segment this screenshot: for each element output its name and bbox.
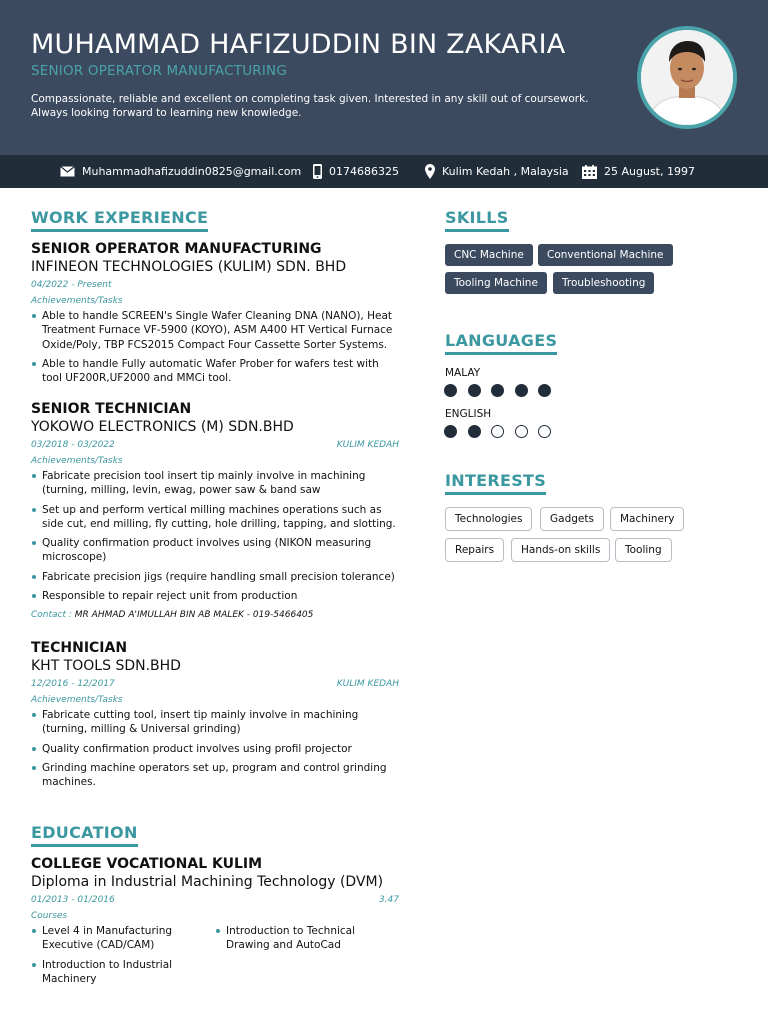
job-company: KHT TOOLS SDN.BHD xyxy=(31,658,181,674)
level-dot-filled xyxy=(468,425,481,438)
skill-chip: Troubleshooting xyxy=(553,272,654,294)
job-location: KULIM KEDAH xyxy=(336,440,399,450)
level-dot-filled xyxy=(515,384,528,397)
task-item: Grinding machine operators set up, program and control grinding machines. xyxy=(31,761,399,790)
tasks-label: Achievements/Tasks xyxy=(31,296,123,306)
level-dot-empty xyxy=(491,425,504,438)
work-experience-heading: WORK EXPERIENCE xyxy=(31,208,208,232)
job-company: INFINEON TECHNOLOGIES (KULIM) SDN. BHD xyxy=(31,259,347,275)
language-name: MALAY xyxy=(445,367,481,379)
summary-text: Compassionate, reliable and excellent on completing task given. Interested in any skill out of coursework. Always looking forward to learning new knowledge. xyxy=(31,93,589,119)
contact-location xyxy=(425,155,569,188)
course-list xyxy=(31,924,399,991)
interest-chip: Gadgets xyxy=(540,507,604,531)
job-location: KULIM KEDAH xyxy=(336,679,399,689)
task-list xyxy=(31,708,399,789)
skills-heading: SKILLS xyxy=(445,208,509,232)
tasks-label: Achievements/Tasks xyxy=(31,695,123,705)
job-entry xyxy=(31,639,399,794)
task-list xyxy=(31,309,399,385)
job-entry xyxy=(31,240,399,390)
person-icon xyxy=(641,30,733,125)
candidate-name: MUHAMMAD HAFIZUDDIN BIN ZAKARIA xyxy=(31,29,566,60)
course-column xyxy=(31,924,215,991)
job-dates: 12/2016 - 12/2017 xyxy=(31,679,115,689)
resume-header xyxy=(0,0,768,155)
education-gpa: 3.47 xyxy=(378,895,399,905)
job-company: YOKOWO ELECTRONICS (M) SDN.BHD xyxy=(31,419,294,435)
school-name: COLLEGE VOCATIONAL KULIM xyxy=(31,856,263,872)
task-item: Fabricate precision jigs (require handling small precision tolerance) xyxy=(31,570,399,584)
level-dot-empty xyxy=(538,425,551,438)
course-item: Introduction to Technical Drawing and AutoCad xyxy=(215,924,399,953)
interest-chip: Tooling xyxy=(615,538,672,562)
reference-value: MR AHMAD A'IMULLAH BIN AB MALEK - 019-5466405 xyxy=(74,610,314,621)
course-item: Level 4 in Manufacturing Executive (CAD/CAM) xyxy=(31,924,215,953)
course-item: Introduction to Industrial Machinery xyxy=(31,958,215,987)
calendar-icon xyxy=(582,165,597,179)
level-dot-empty xyxy=(515,425,528,438)
job-position: SENIOR OPERATOR MANUFACTURING xyxy=(31,241,322,257)
contact-birthdate xyxy=(582,155,695,188)
contact-email[interactable] xyxy=(60,155,301,188)
skill-chip: Tooling Machine xyxy=(445,272,547,294)
task-item: Fabricate cutting tool, insert tip mainly involve in machining (turning, milling & Universal grinding) xyxy=(31,708,399,737)
tasks-label: Achievements/Tasks xyxy=(31,456,123,466)
email-text: Muhammadhafizuddin0825@gmail.com xyxy=(82,165,302,178)
interest-chip: Technologies xyxy=(445,507,532,531)
languages-heading: LANGUAGES xyxy=(445,331,557,355)
job-entry xyxy=(31,400,399,622)
location-text: Kulim Kedah , Malaysia xyxy=(442,165,569,178)
interest-chip: Hands-on skills xyxy=(511,538,610,562)
contact-bar xyxy=(0,155,768,188)
interest-chip: Machinery xyxy=(610,507,684,531)
task-item: Responsible to repair reject unit from production xyxy=(31,589,399,603)
education-meta xyxy=(31,892,399,908)
course-column xyxy=(215,924,399,991)
task-item: Able to handle SCREEN's Single Wafer Cleaning DNA (NANO), Heat Treatment Furnace VF-5900 (KOYO), ASM A400 HT Vertical Furnace Oxide/Poly, TBP FCS2015 Compact Four Cassette Sorter Systems. xyxy=(31,309,399,352)
task-item: Set up and perform vertical milling machines operations such as side cut, end milling, fly cutting, hole drilling, tapping, and slotting. xyxy=(31,503,399,532)
birthdate-text: 25 August, 1997 xyxy=(604,165,695,178)
language-name: ENGLISH xyxy=(445,408,492,420)
email-icon xyxy=(60,166,75,177)
level-dot-filled xyxy=(444,425,457,438)
level-dot-filled xyxy=(444,384,457,397)
education-dates: 01/2013 - 01/2016 xyxy=(31,895,115,905)
job-dates: 04/2022 - Present xyxy=(31,280,112,290)
task-item: Able to handle Fully automatic Wafer Prober for wafers test with tool UF200R,UF2000 and MMCi tool. xyxy=(31,357,399,386)
reference-contact xyxy=(31,608,399,622)
degree-name: Diploma in Industrial Machining Technology (DVM) xyxy=(31,874,384,890)
job-meta xyxy=(31,676,399,692)
skill-chip: CNC Machine xyxy=(445,244,533,266)
level-dot-filled xyxy=(491,384,504,397)
level-dot-filled xyxy=(538,384,551,397)
interests-heading: INTERESTS xyxy=(445,471,546,495)
job-position: SENIOR TECHNICIAN xyxy=(31,401,192,417)
location-pin-icon xyxy=(425,164,435,179)
reference-label: Contact : xyxy=(31,610,72,621)
skill-chip: Conventional Machine xyxy=(538,244,673,266)
education-heading: EDUCATION xyxy=(31,823,138,847)
language-level xyxy=(444,384,562,397)
job-meta xyxy=(31,437,399,453)
job-meta xyxy=(31,277,399,293)
contact-phone[interactable] xyxy=(313,155,399,188)
language-level xyxy=(444,425,562,438)
job-title: SENIOR OPERATOR MANUFACTURING xyxy=(31,63,287,79)
courses-label: Courses xyxy=(31,911,68,921)
task-item: Quality confirmation product involves using (NIKON measuring microscope) xyxy=(31,536,399,565)
level-dot-filled xyxy=(468,384,481,397)
task-item: Fabricate precision tool insert tip mainly involve in machining (turning, milling, levin, ewag, power saw & band saw xyxy=(31,469,399,498)
task-item: Quality confirmation product involves using profil projector xyxy=(31,742,399,756)
phone-icon xyxy=(313,164,322,179)
task-list xyxy=(31,469,399,603)
job-dates: 03/2018 - 03/2022 xyxy=(31,440,115,450)
interest-chip: Repairs xyxy=(445,538,504,562)
job-position: TECHNICIAN xyxy=(31,640,128,656)
education-entry xyxy=(31,855,399,991)
phone-text: 0174686325 xyxy=(329,165,399,178)
profile-photo xyxy=(637,26,737,129)
